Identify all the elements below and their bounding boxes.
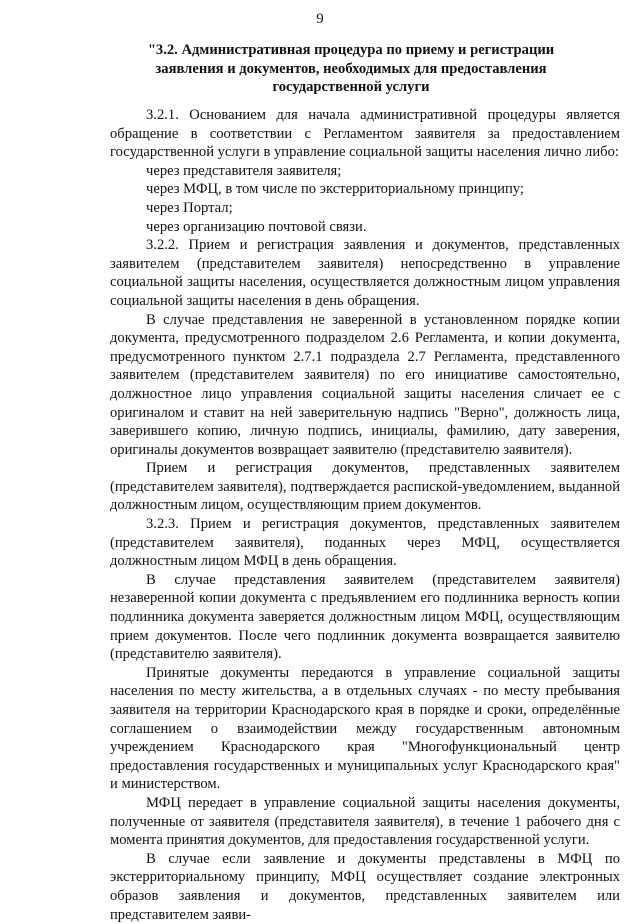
paragraph-3-2-1: 3.2.1. Основанием для начала административной процедуры является обращение в соответствии с Регламентом заявителя за предоставлением государственной услуги в управление социальной защиты населения лично либо: (110, 107, 620, 161)
document-body (110, 106, 620, 924)
paragraph-documents-transfer: Принятые документы передаются в управление социальной защиты населения по месту жительства, а в отдельных случаях - по месту пребывания заявителя на территории Краснодарского края в порядке и сроки, определённые соглашением о взаимодействии между государственным автономным учреждением Краснодарского края "Многофункциональный центр предоставления государственных и муниципальных услуг Краснодарского края" и министерством. (110, 664, 620, 793)
section-heading: "3.2. Административная процедура по приему и регистрации заявления и документов, необходимых для предоставления государственной услуги (147, 42, 555, 96)
paragraph-3-2-2: 3.2.2. Прием и регистрация заявления и документов, представленных заявителем (представителем заявителя) непосредственно в управление социальной защиты населения, осуществляется должностным лицом управления социальной защиты населения в день обращения. (110, 237, 620, 309)
list-item-representative: через представителя заявителя; (146, 162, 342, 179)
paragraph-uncertified-copy: В случае представления не заверенной в установленном порядке копии документа, предусмотренного подразделом 2.6 Регламента, и копии документа, предусмотренного пунктом 2.7.1 подраздела 2.7 Регламента, представленного заявителем (представителем заявителя) по его инициативе самостоятельно, должностное лицо управления социальной защиты населения сличает ее с оригиналом и ставит на ней заверительную надпись "Верно", должность лица, заверившего копию, личную подпись, инициалы, фамилию, дату заверения, оригиналы документов возвращает заявителю (представителю заявителя). (110, 311, 620, 458)
paragraph-mfc-transfer-deadline: МФЦ передает в управление социальной защиты населения документы, полученные от заявителя (представителя заявителя), в течение 1 рабочего дня с момента принятия документов, для предоставления государственной услуги. (110, 794, 620, 849)
paragraph-extraterritorial: В случае если заявление и документы представлены в МФЦ по экстерриториальному принципу, МФЦ осуществляет создание электронных образов заявления и документов, представленных заявителем или представителем заяви- (110, 850, 620, 923)
list-item-post: через организацию почтовой связи. (146, 218, 367, 235)
list-item-portal: через Портал; (146, 199, 233, 216)
paragraph-3-2-3: 3.2.3. Прием и регистрация документов, представленных заявителем (представителем заявителя), поданных через МФЦ, осуществляется должностным лицом МФЦ в день обращения. (110, 516, 620, 570)
paragraph-receipt-notification: Прием и регистрация документов, представленных заявителем (представителем заявителя), подтверждается распиской-уведомлением, выданной должностным лицом, осуществляющим прием документов. (110, 460, 620, 514)
paragraph-mfc-copy: В случае представления заявителем (представителем заявителя) незаверенной копии документа с предъявлением его подлинника верность копии подлинника документа заверяется должностным лицом МФЦ, осуществляющим прием документов. После чего подлинник документа возвращается заявителю (представителю заявителя). (110, 571, 620, 663)
page-number: 9 (316, 11, 324, 27)
list-item-mfc: через МФЦ, в том числе по экстерриториальному принципу; (146, 181, 524, 198)
